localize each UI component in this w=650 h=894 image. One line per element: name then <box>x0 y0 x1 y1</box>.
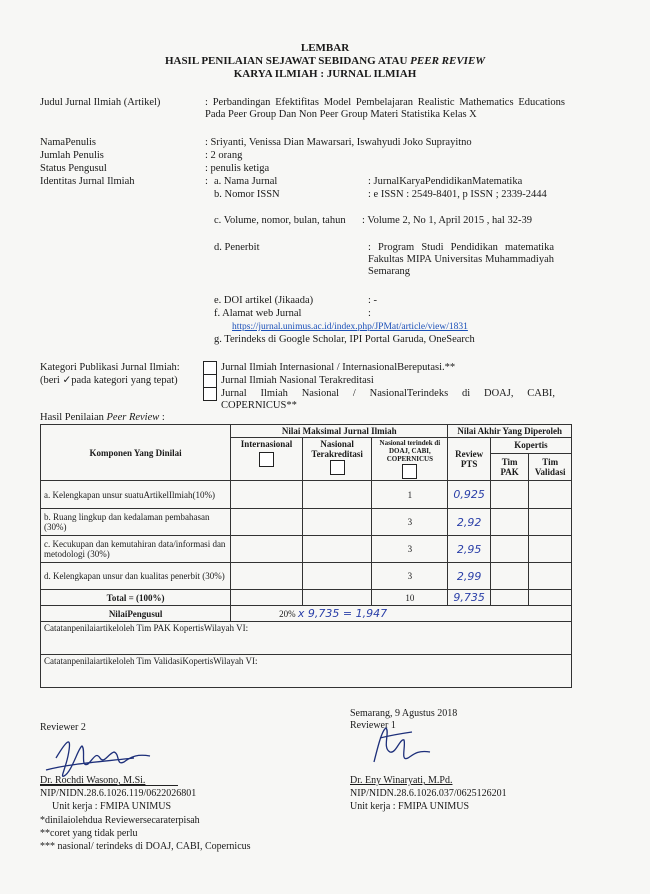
item-f-value: : <box>368 308 371 319</box>
checkbox-internasional[interactable] <box>203 361 217 375</box>
identitas-colon: : <box>205 176 208 187</box>
journal-url-link[interactable]: https://jurnal.unimus.ac.id/index.php/JPMat/article/view/1831 <box>232 322 468 332</box>
penulis-value: : Sriyanti, Venissa Dian Mawarsari, Iswahyudi Joko Suprayitno <box>205 137 472 148</box>
total-label: Total = (100%) <box>41 590 231 606</box>
col-nasional-akred-label: Nasional Terakreditasi <box>311 439 363 459</box>
reviewer1-nip: NIP/NIDN.28.6.1026.037/0625126201 <box>350 788 507 799</box>
total-nas <box>302 590 372 606</box>
row-c-int <box>231 536 303 563</box>
row-c-max: 3 <box>372 536 448 563</box>
row-d-max: 3 <box>372 563 448 590</box>
hasil-label-c: : <box>159 412 165 423</box>
reviewer1-signature <box>360 718 450 774</box>
total-max: 10 <box>372 590 448 606</box>
checkbox-nasional-terakreditasi[interactable] <box>203 374 217 388</box>
reviewer2-name: Dr. Rochdi Wasono, M.Si. <box>40 775 146 786</box>
row-c-pak <box>490 536 528 563</box>
penulis-label: NamaPenulis <box>40 137 96 148</box>
row-d-score: 2,99 <box>448 563 491 590</box>
table-row <box>41 509 572 536</box>
hasil-label-b: Peer Review <box>106 412 160 423</box>
row-a-nas <box>302 481 372 509</box>
table-row <box>41 536 572 563</box>
footnote-3: *** nasional/ terindeks di DOAJ, CABI, Copernicus <box>40 841 251 852</box>
kategori-opt3: Jurnal Ilmiah Nasional / NasionalTerindeks di DOAJ, CABI, COPERNICUS** <box>221 388 555 411</box>
kategori-opt2: Jurnal Ilmiah Nasional Terakreditasi <box>221 375 374 386</box>
col-internasional <box>231 438 303 481</box>
reviewer1-label: Reviewer 1 <box>350 720 396 731</box>
komponen-header: Komponen Yang Dinilai <box>41 425 231 481</box>
hasil-label-a: Hasil Penilaian <box>40 412 107 423</box>
item-g-label: g. Terindeks di Google Scholar, IPI Portal Garuda, OneSearch <box>214 334 475 345</box>
checkbox-col-internasional[interactable] <box>259 452 274 467</box>
row-d-pak <box>490 563 528 590</box>
checkbox-col-nasional-akred[interactable] <box>330 460 345 475</box>
row-d-val <box>529 563 572 590</box>
row-c-score: 2,95 <box>448 536 491 563</box>
footnote-1: *dinilaiolehdua Reviewersecaraterpisah <box>40 815 200 826</box>
review-score-table <box>40 424 572 688</box>
row-a-int <box>231 481 303 509</box>
reviewer2-label: Reviewer 2 <box>40 722 86 733</box>
nilai-akhir-header: Nilai Akhir Yang Diperoleh <box>448 425 572 438</box>
total-pak <box>490 590 528 606</box>
col-tim-pak: Tim PAK <box>490 453 528 480</box>
row-c-val <box>529 536 572 563</box>
reviewer1-unit: Unit kerja : FMIPA UNIMUS <box>350 801 470 812</box>
hasil-penilaian-label <box>40 412 165 424</box>
col-nasional-index-label: Nasional terindek di DOAJ, CABI, COPERNICUS <box>379 439 441 463</box>
item-e-label: e. DOI artikel (Jikaada) <box>214 295 314 306</box>
row-b-nas <box>302 509 372 536</box>
table-row <box>41 563 572 590</box>
status-value: : penulis ketiga <box>205 163 270 174</box>
row-b-val <box>529 509 572 536</box>
catatan-validasi-row <box>41 655 572 688</box>
row-b-max: 3 <box>372 509 448 536</box>
catatan-pak-row <box>41 622 572 655</box>
total-int <box>231 590 303 606</box>
item-d-label: d. Penerbit <box>214 242 260 253</box>
item-a-label: a. Nama Jurnal <box>214 176 278 187</box>
nilai-pengusul-percent: 20% <box>279 609 296 619</box>
row-d-int <box>231 563 303 590</box>
col-tim-validasi: Tim Validasi <box>529 453 572 480</box>
total-row <box>41 590 572 606</box>
item-a-value: : JurnalKaryaPendidikanMatematika <box>368 176 523 187</box>
row-a-val <box>529 481 572 509</box>
row-d-label: d. Kelengkapan unsur dan kualitas penerbit (30%) <box>41 563 231 590</box>
row-a-score: 0,925 <box>448 481 491 509</box>
catatan-pak: Catatanpenilaiartikeloleh Tim PAK KopertisWilayah VI: <box>41 622 572 655</box>
nilai-pengusul-value <box>231 606 572 622</box>
row-b-label: b. Ruang lingkup dan kedalaman pembahasan (30%) <box>41 509 231 536</box>
footnote-2: **coret yang tidak perlu <box>40 828 138 839</box>
jumlah-value: : 2 orang <box>205 150 243 161</box>
table-row <box>41 481 572 509</box>
row-c-label: c. Kecukupan dan kemutahiran data/informasi dan metodologi (30%) <box>41 536 231 563</box>
nilai-pengusul-label: NilaiPengusul <box>41 606 231 622</box>
nilai-maks-header: Nilai Maksimal Jurnal Ilmiah <box>231 425 448 438</box>
item-c-value: : Volume 2, No 1, April 2015 , hal 32-39 <box>362 215 532 226</box>
item-c-label: c. Volume, nomor, bulan, tahun <box>214 215 346 226</box>
row-a-pak <box>490 481 528 509</box>
jumlah-label: Jumlah Penulis <box>40 150 104 161</box>
reviewer2-nip: NIP/NIDN.28.6.1026.119/0622026801 <box>40 788 197 799</box>
doc-title-line1: LEMBAR <box>300 42 350 54</box>
nilai-pengusul-calc: x 9,735 = 1,947 <box>297 607 388 620</box>
total-val <box>529 590 572 606</box>
reviewer1-place-date: Semarang, 9 Agustus 2018 <box>350 708 458 719</box>
row-b-int <box>231 509 303 536</box>
row-a-label: a. Kelengkapan unsur suatuArtikelIlmiah(10%) <box>41 481 231 509</box>
item-f-label: f. Alamat web Jurnal <box>214 308 302 319</box>
col-review-pts: Review PTS <box>448 438 491 481</box>
judul-label: Judul Jurnal Ilmiah (Artikel) <box>40 97 161 108</box>
col-nasional-index <box>372 438 448 481</box>
doc-title-line2 <box>0 55 650 67</box>
row-b-score: 2,92 <box>448 509 491 536</box>
kategori-opt1: Jurnal Ilmiah Internasional / InternasionalBereputasi.** <box>221 362 456 373</box>
row-b-pak <box>490 509 528 536</box>
kategori-label: Kategori Publikasi Jurnal Ilmiah: <box>40 362 180 373</box>
judul-value: : Perbandingan Efektifitas Model Pembelajaran Realistic Mathematics Educations Pada Peer Group Dan Non Peer Group Materi Statistika Kelas X <box>205 97 565 120</box>
doc-title-line2-italic: PEER REVIEW <box>410 55 486 67</box>
item-e-value: : - <box>368 295 378 306</box>
col-internasional-label: Internasional <box>240 439 293 449</box>
item-b-value: : e ISSN : 2549-8401, p ISSN ; 2339-2444 <box>368 189 547 200</box>
status-label: Status Pengusul <box>40 163 107 174</box>
row-c-nas <box>302 536 372 563</box>
col-kopertis: Kopertis <box>490 438 571 454</box>
nilai-pengusul-row <box>41 606 572 622</box>
item-b-label: b. Nomor ISSN <box>214 189 280 200</box>
reviewer1-name: Dr. Eny Winaryati, M.Pd. <box>350 775 453 786</box>
checkbox-col-nasional-index[interactable] <box>402 464 417 479</box>
doc-title-line2-main: HASIL PENILAIAN SEJAWAT SEBIDANG ATAU <box>164 55 411 67</box>
col-nasional-akred <box>302 438 372 481</box>
identitas-label: Identitas Jurnal Ilmiah <box>40 176 135 187</box>
row-a-max: 1 <box>372 481 448 509</box>
doc-title-line3: KARYA ILMIAH : JURNAL ILMIAH <box>233 68 417 80</box>
reviewer2-unit: Unit kerja : FMIPA UNIMUS <box>52 801 172 812</box>
kategori-hint: (beri ✓pada kategori yang tepat) <box>40 375 178 386</box>
item-d-value: : Program Studi Pendidikan matematika Fakultas MIPA Universitas Muhammadiyah Semarang <box>368 242 554 277</box>
row-d-nas <box>302 563 372 590</box>
total-score: 9,735 <box>448 590 491 606</box>
checkbox-nasional-terindeks[interactable] <box>203 387 217 401</box>
catatan-validasi: Catatanpenilaiartikeloleh Tim ValidasiKopertisWilayah VI: <box>41 655 572 688</box>
